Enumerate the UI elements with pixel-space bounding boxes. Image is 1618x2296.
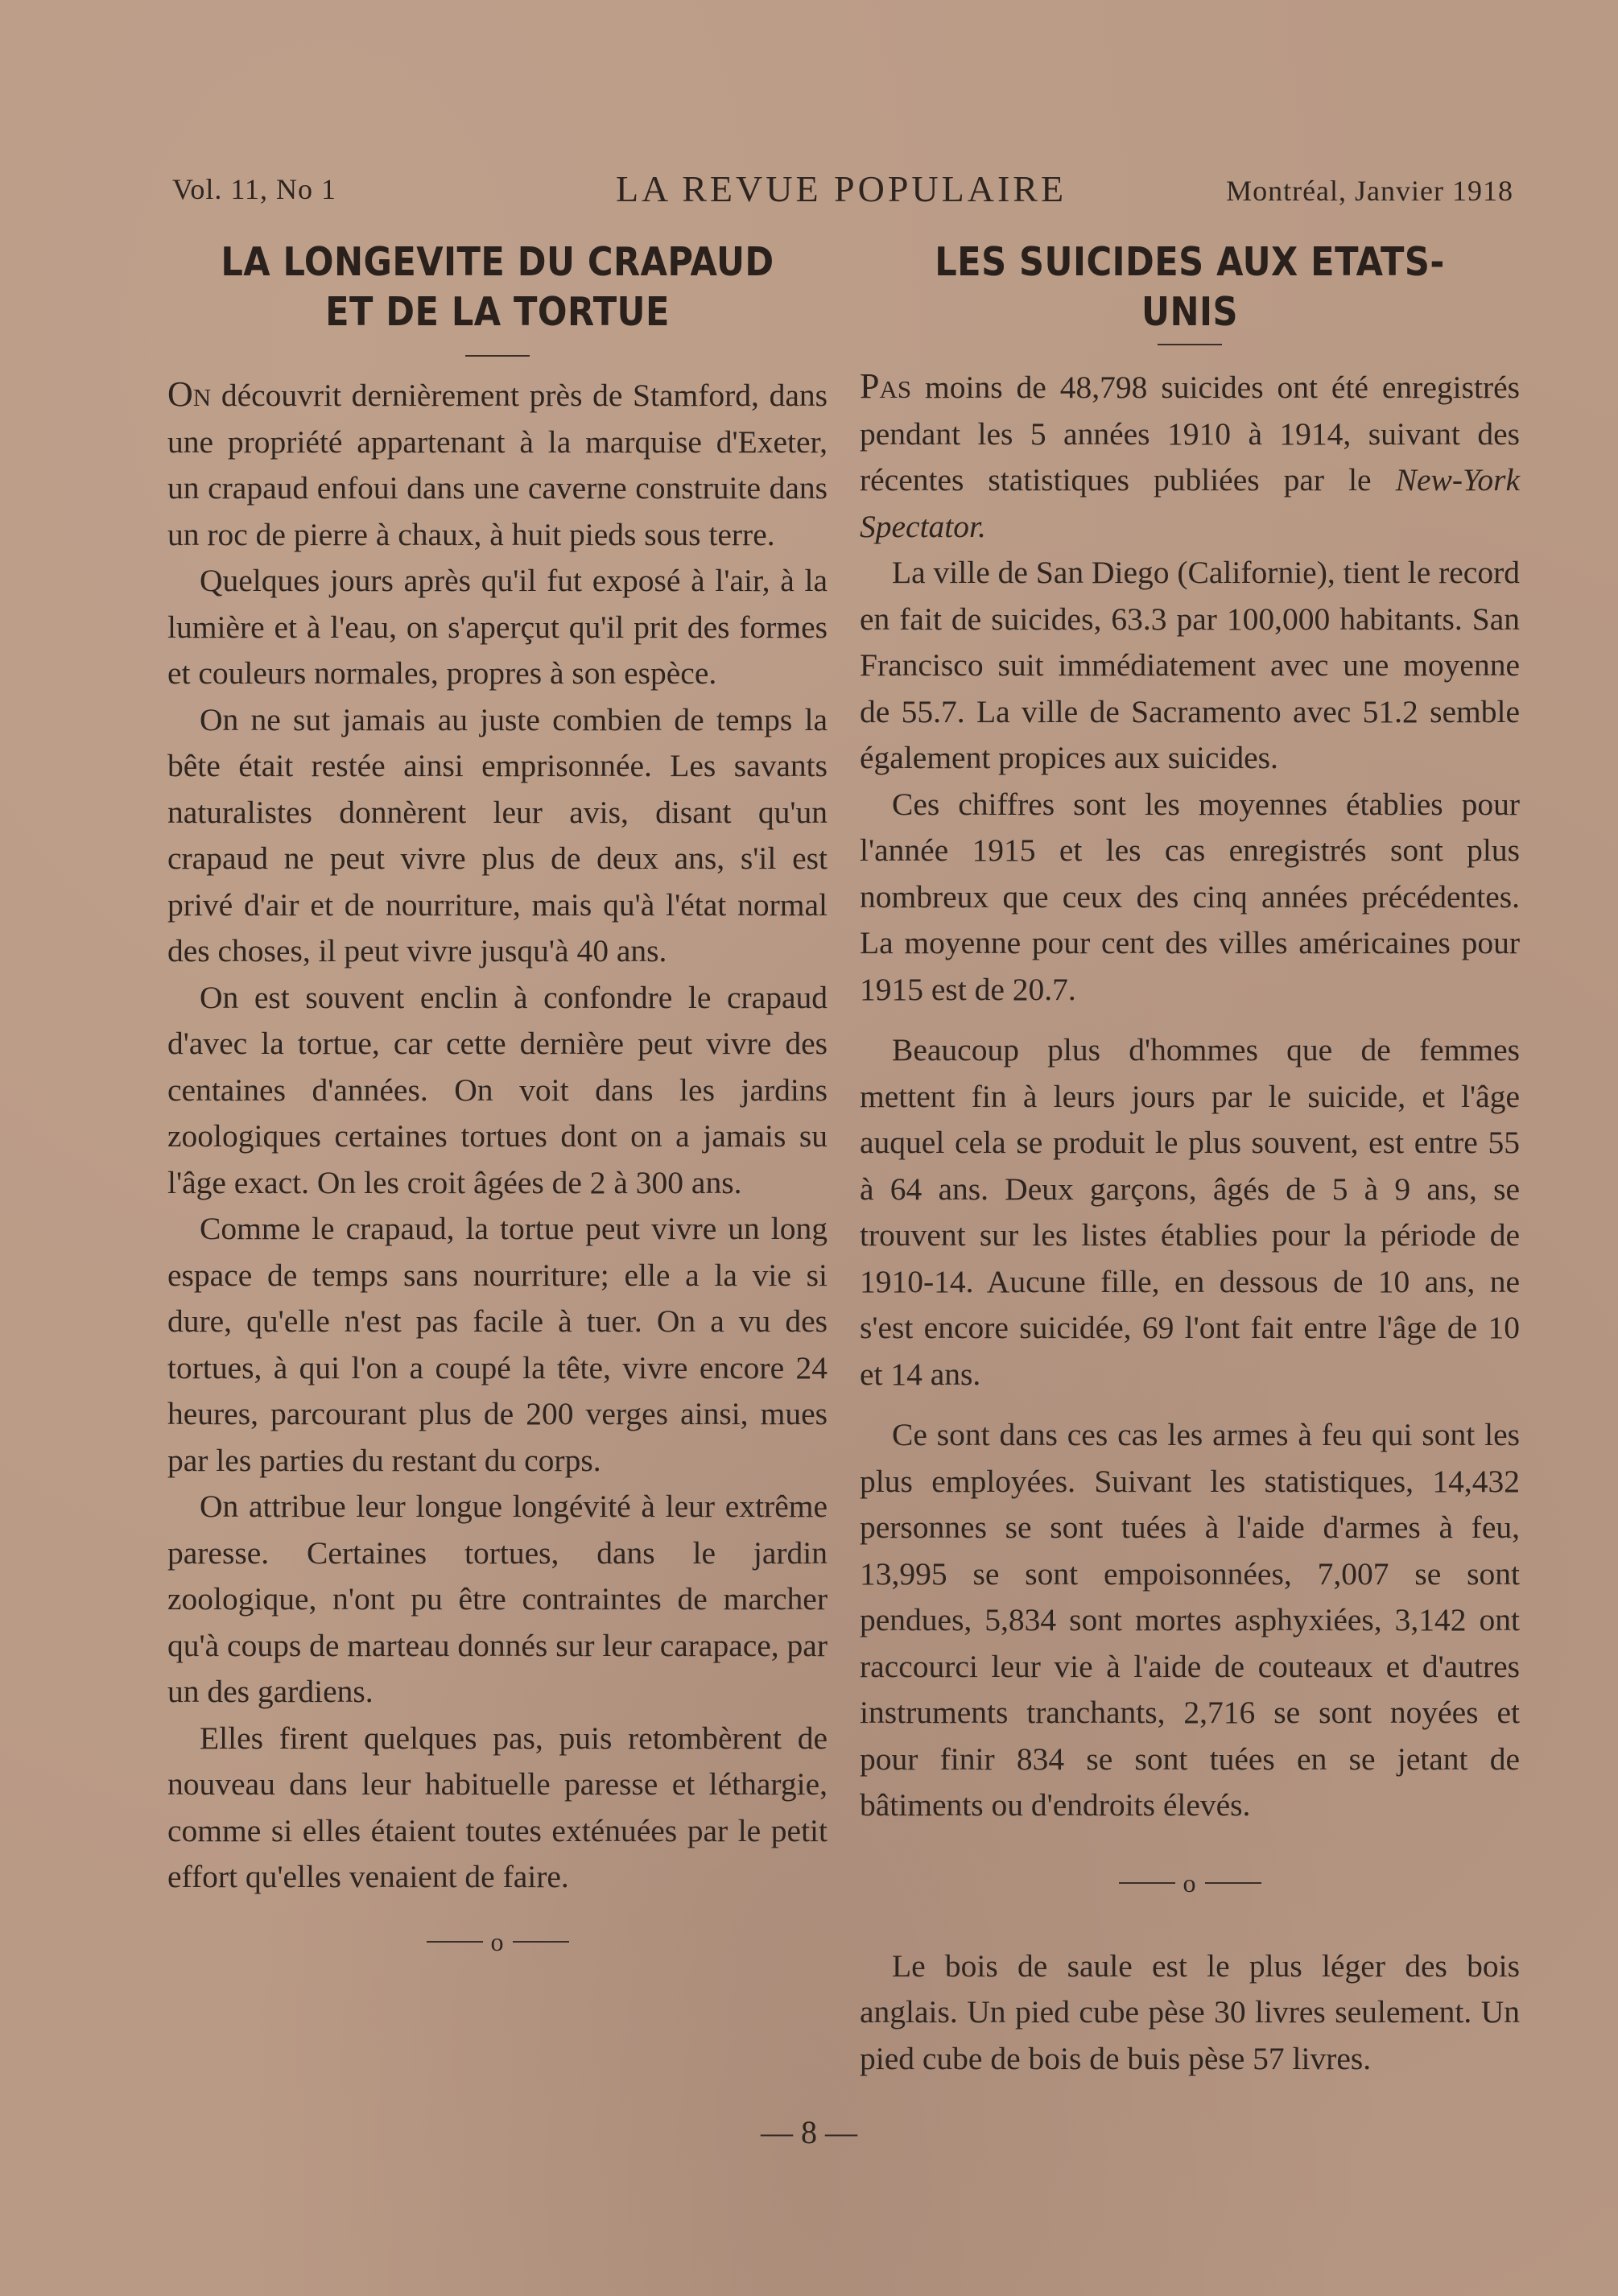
article-paragraph [860,363,1520,550]
divider-mark: o [1183,1868,1197,1898]
right-article-headline: LES SUICIDES AUX ETATS-UNIS [935,239,1445,335]
article-paragraph: Elles firent quelques pas, puis retombèrent de nouveau dans leur habituelle paresse et léthargie, comme si elles étaient toutes exténuées par le petit effort qu'elles venaient de faire. [167,1720,828,1894]
article-paragraph: On ne sut jamais au juste combien de temps la bête était restée ainsi emprisonnée. Les savants naturalistes donnèrent leur avis, disant qu'un crapaud ne peut vivre plus de deux ans, s'il est privé d'air et de nourriture, mais qu'à l'état normal des choses, il peut vivre jusqu'à 40 ans. [167,701,828,968]
drop-cap: On [167,374,212,414]
publication-name: New-York Spectator. [860,462,1520,544]
article-paragraph: On est souvent enclin à confondre le crapaud d'avec la tortue, car cette dernière peut vivre des centaines d'années. On voit dans les jardins zoologiques certaines tortues dont on a jamais su l'âge exact. On les croit âgées de 2 à 300 ans. [167,979,828,1200]
divider-mark: o [490,1926,505,1956]
article-paragraph [167,371,828,558]
filler-paragraph: Le bois de saule est le plus léger des bois anglais. Un pied cube pèse 30 livres seulement. Un pied cube de bois de buis pèse 57 livres. [860,1947,1520,2076]
article-paragraph: La ville de San Diego (Californie), tient le record en fait de suicides, 63.3 par 100,000 habitants. San Francisco suit immédiatement avec une moyenne de 55.7. La ville de Sacramento avec 51.2 semble également propices aux suicides. [860,555,1520,775]
volume-number: Vol. 11, No 1 [172,173,337,205]
article-paragraph: Ces chiffres sont les moyennes établies pour l'année 1915 et les cas enregistrés sont plus nombreux que ceux des cinq années précédentes. La moyenne pour cent des villes américaines pour 1915 est de 20.7. [860,786,1520,1007]
section-divider [860,1866,1520,1898]
paragraph-text: découvrit dernièrement près de Stamford, dans une propriété appartenant à la marquise d'Exeter, un crapaud enfoui dans une caverne construite dans un roc de pierre à chaux, à huit pieds sous terre. [167,378,828,552]
left-column [167,237,828,1957]
article-paragraph: Beaucoup plus d'hommes que de femmes mettent fin à leurs jours par le suicide, et l'âge auquel cela se produit le plus souvent, est entre 55 à 64 ans. Deux garçons, âgés de 5 à 9 ans, se trouvent sur les listes établies pour la période de 1910-14. Aucune fille, en dessous de 10 ans, ne s'est encore suicidée, 69 l'ont fait entre l'âge de 10 et 14 ans. [860,1032,1520,1392]
left-article-headline: LA LONGEVITE DU CRAPAUD ET DE LA TORTUE [221,239,774,335]
article-paragraph: Ce sont dans ces cas les armes à feu qui sont les plus employées. Suivant les statistiques, 14,432 personnes se sont tuées à l'aide d'armes à feu, 13,995 se sont empoisonnées, 7,007 se sont pendues, 5,834 sont mortes asphyxiées, 3,142 ont raccourci leur vie à l'aide de couteaux et d'autres instruments tranchants, 2,716 se sont noyées et pour finir 834 se sont tuées en se jetant de bâtiments ou d'endroits élevés. [860,1417,1520,1823]
masthead [169,167,1513,216]
article-paragraph: Comme le crapaud, la tortue peut vivre un long espace de temps sans nourriture; elle a la vie si dure, qu'elle n'est pas facile à tuer. On a vu des tortues, à qui l'on a coupé la tête, vivre encore 24 heures, parcourant plus de 200 verges ainsi, mues par les parties du restant du corps. [167,1211,828,1478]
article-paragraph: Quelques jours après qu'il fut exposé à l'air, à la lumière et à l'eau, on s'aperçut qu'il prit des formes et couleurs normales, propres à son espèce. [167,563,828,691]
right-column [860,237,1520,2082]
page-number: — 8 — [761,2114,857,2150]
section-divider [167,1925,828,1957]
paragraph-text: moins de 48,798 suicides ont été enregistrés pendant les 5 années 1910 à 1914, suivant des récentes statistiques publiées par le [860,370,1520,498]
publication-title: LA REVUE POPULAIRE [615,168,1067,209]
headline-rule [465,355,530,357]
dateline: Montréal, Janvier 1918 [1226,175,1513,207]
drop-cap: Pas [860,366,912,406]
article-paragraph: On attribue leur longue longévité à leur extrême paresse. Certaines tortues, dans le jardin zoologique, n'ont pu être contraintes de marcher qu'à coups de marteau donnés sur leur carapace, par un des gardiens. [167,1489,828,1709]
headline-rule [1158,344,1222,345]
